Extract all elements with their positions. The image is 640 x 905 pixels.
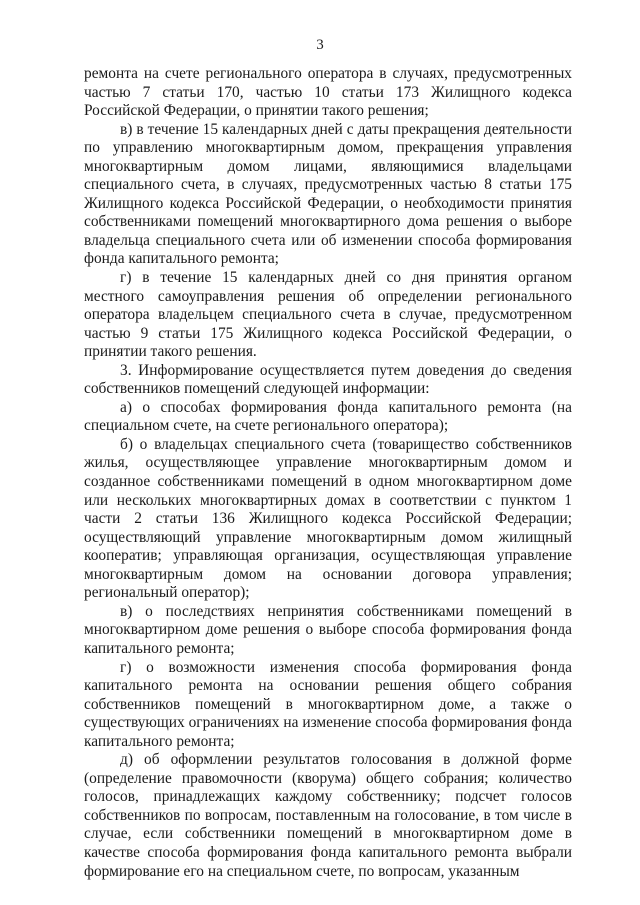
page-number: 3 <box>316 37 324 53</box>
paragraph-continuation: ремонта на счете регионального оператора в случаях, предусмотренных частью 7 статьи 170, частью 10 статьи 173 Жилищного кодекса Российской Федерации, о принятии такого решения; <box>84 65 572 120</box>
paragraph-item-v-deadline: в) в течение 15 календарных дней с даты прекращения деятельности по управлению многоквартирным домом, прекращения управления многоквартирным домом лицами, являющимися владельцами специального счета, в случаях, предусмотренных частью 8 статьи 175 Жилищного кодекса Российской Федерации, о необходимости принятия собственниками помещений многоквартирного дома решения о выборе владельца специального счета или об изменении способа формирования фонда капитального ремонта; <box>84 120 572 268</box>
paragraph-item-a-methods: а) о способах формирования фонда капитального ремонта (на специальном счете, на счете регионального оператора); <box>84 398 572 435</box>
paragraph-item-b-owners: б) о владельцах специального счета (товарищество собственников жилья, осуществляющее управление многоквартирным домом и созданное собственниками помещений в одном многоквартирном доме или нескольких многоквартирных домах в соответствии с пунктом 1 части 2 статьи 136 Жилищного кодекса Российской Федерации; осуществляющий управление многоквартирным домом жилищный кооператив; управляющая организация, осуществляющая управление многоквартирным домом на основании договора управления; региональный оператор); <box>84 435 572 602</box>
paragraph-item-v-consequences: в) о последствиях непринятия собственниками помещений в многоквартирном доме решения о выборе способа формирования фонда капитального ремонта; <box>84 602 572 657</box>
paragraph-section-3: 3. Информирование осуществляется путем доведения до сведения собственников помещений следующей информации: <box>84 361 572 398</box>
paragraph-item-g-change: г) о возможности изменения способа формирования фонда капитального ремонта на основании решения общего собрания собственников помещений в многоквартирном доме, а также о существующих ограничениях на изменение способа формирования фонда капитального ремонта; <box>84 658 572 750</box>
paragraph-item-d-voting: д) об оформлении результатов голосования в должной форме (определение правомочности (кворума) общего собрания; количество голосов, принадлежащих каждому собственнику; подсчет голосов собственников по вопросам, поставленным на голосование, в том числе в случае, если собственники помещений в многоквартирном доме в качестве способа формирования фонда капитального ремонта выбрали формирование его на специальном счете, по вопросам, указанным <box>84 751 572 880</box>
paragraph-item-g-deadline: г) в течение 15 календарных дней со дня принятия органом местного самоуправления решения об определении регионального оператора владельцем специального счета в случае, предусмотренном частью 9 статьи 175 Жилищного кодекса Российской Федерации, о принятии такого решения. <box>84 269 572 361</box>
document-body <box>84 65 572 881</box>
